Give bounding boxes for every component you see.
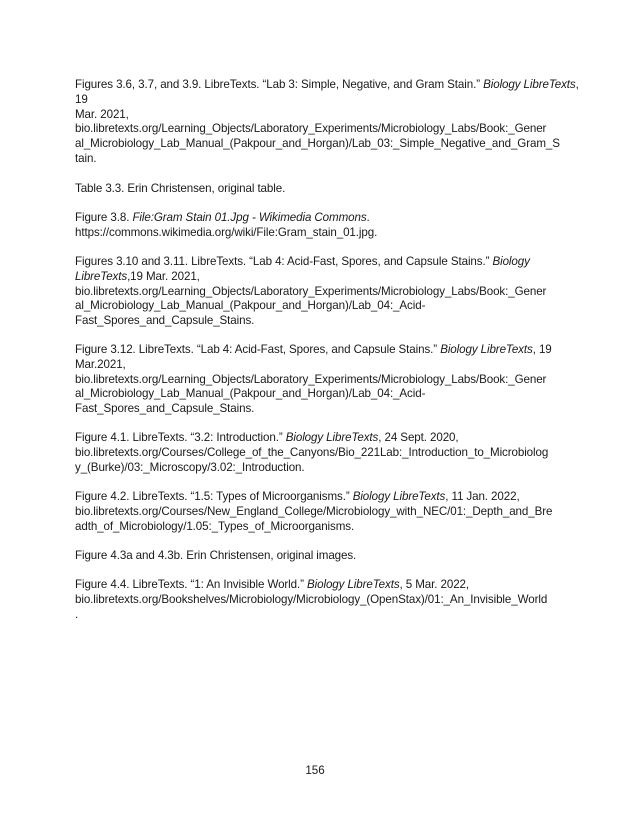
citation-url-line: .: [75, 607, 79, 621]
page-number: 156: [305, 764, 325, 777]
citation-line: Figure 3.8. File:Gram Stain 01.Jpg - Wikimedia Commons.: [75, 211, 370, 224]
citation-url-line: tain.: [75, 151, 97, 165]
citation-url-line: al_Microbiology_Lab_Manual_(Pakpour_and_Horgan)/Lab_04:_Acid-: [75, 299, 426, 313]
citation-url-line: https://commons.wikimedia.org/wiki/File:Gram_stain_01.jpg.: [75, 225, 378, 239]
citation-url-line: bio.libretexts.org/Courses/College_of_the_Canyons/Bio_221Lab:_Introduction_to_Microbiolog: [75, 445, 549, 459]
citation-figure-4-2: [75, 490, 575, 534]
citation-url-line: bio.libretexts.org/Learning_Objects/Laboratory_Experiments/Microbiology_Labs/Book:_Gener: [75, 372, 547, 386]
citation-url-line: adth_of_Microbiology/1.05:_Types_of_Microorganisms.: [75, 519, 355, 533]
citation-figure-3-12: [75, 343, 575, 417]
citation-url-line: al_Microbiology_Lab_Manual_(Pakpour_and_Horgan)/Lab_04:_Acid-: [75, 387, 426, 401]
citation-line: Figures 3.6, 3.7, and 3.9. LibreTexts. “Lab 3: Simple, Negative, and Gram Stain.” Biology LibreTexts,: [75, 78, 579, 91]
citation-url-line: bio.libretexts.org/Courses/New_England_College/Microbiology_with_NEC/01:_Depth_and_Bre: [75, 504, 553, 518]
citation-figure-4-1: [75, 431, 575, 475]
citation-url-line: bio.libretexts.org/Learning_Objects/Laboratory_Experiments/Microbiology_Labs/Book:_Gener: [75, 122, 547, 136]
citation-line: Mar.2021,: [75, 357, 126, 371]
citation-line: Mar. 2021,: [75, 107, 129, 121]
citation-figure-3-8: [75, 211, 575, 241]
citation-url-line: al_Microbiology_Lab_Manual_(Pakpour_and_Horgan)/Lab_03:_Simple_Negative_and_Gram_S: [75, 137, 560, 151]
citation-url-line: Fast_Spores_and_Capsule_Stains.: [75, 402, 255, 416]
citation-figure-4-4: [75, 578, 575, 622]
citation-figure-4-3: [75, 549, 575, 564]
citation-url-line: Fast_Spores_and_Capsule_Stains.: [75, 314, 255, 328]
citation-line: 19: [75, 92, 88, 106]
citation-table-3-3: [75, 182, 575, 197]
citation-url-line: bio.libretexts.org/Learning_Objects/Laboratory_Experiments/Microbiology_Labs/Book:_Gener: [75, 284, 547, 298]
citation-line: Figures 3.10 and 3.11. LibreTexts. “Lab 4: Acid-Fast, Spores, and Capsule Stains.” Biology: [75, 255, 530, 268]
citation-url-line: bio.libretexts.org/Bookshelves/Microbiology/Microbiology_(OpenStax)/01:_An_Invisible_World: [75, 592, 548, 606]
citation-line: Figure 3.12. LibreTexts. “Lab 4: Acid-Fast, Spores, and Capsule Stains.” Biology LibreTexts, 19: [75, 343, 552, 356]
citation-line: Figure 4.3a and 4.3b. Erin Christensen, original images.: [75, 549, 357, 562]
citation-figures-3-10-3-11: [75, 255, 575, 329]
citation-line: Figure 4.2. LibreTexts. “1.5: Types of Microorganisms.” Biology LibreTexts, 11 Jan. 2022,: [75, 490, 520, 503]
citation-line: Figure 4.1. LibreTexts. “3.2: Introduction.” Biology LibreTexts, 24 Sept. 2020,: [75, 431, 459, 444]
citation-line: Figure 4.4. LibreTexts. “1: An Invisible World.” Biology LibreTexts, 5 Mar. 2022,: [75, 578, 470, 591]
citation-url-line: y_(Burke)/03:_Microscopy/3.02:_Introduction.: [75, 460, 305, 474]
citation-figures-3-6-3-7-3-9: [75, 78, 579, 167]
citation-line: Table 3.3. Erin Christensen, original table.: [75, 182, 286, 195]
citation-line: LibreTexts,19 Mar. 2021,: [75, 269, 200, 283]
